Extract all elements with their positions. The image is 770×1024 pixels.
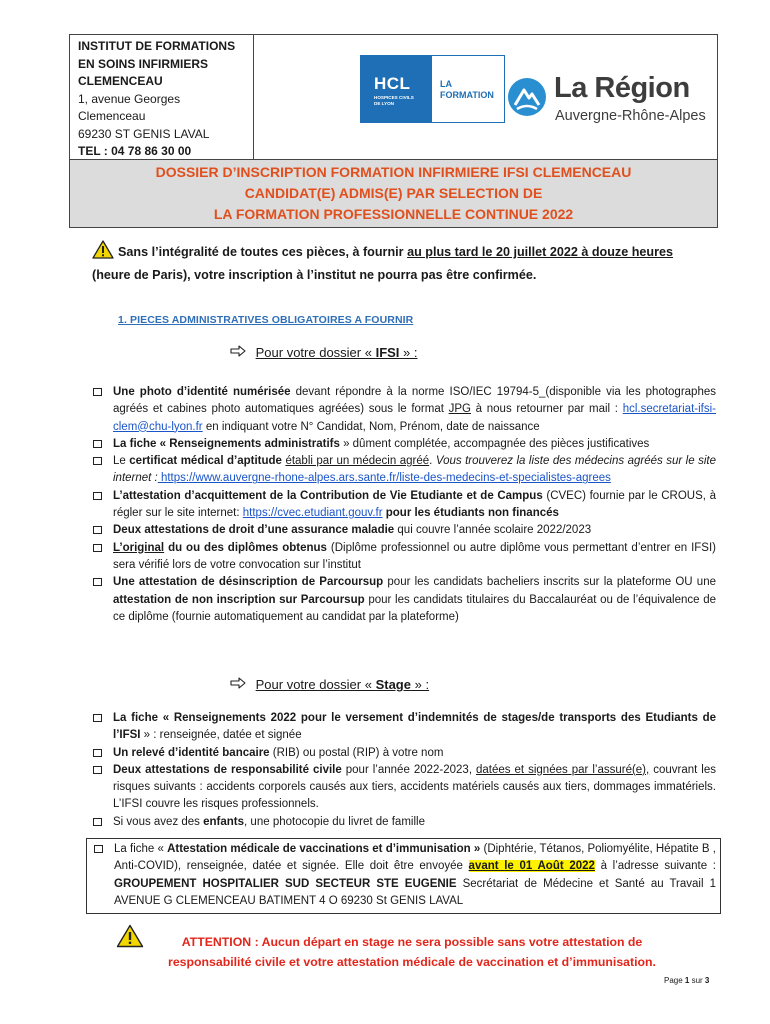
- item-bold: certificat médical d’aptitude: [129, 455, 282, 468]
- list-item: [92, 540, 716, 575]
- item-span: (Diplôme professionnel ou autre diplôme vous permettant d’entrer en IFSI) sera vérifié lors de votre convocation sur l’institut: [113, 541, 717, 571]
- list-item: [92, 488, 716, 523]
- item-bold-underlined: L’original: [113, 541, 165, 554]
- checkbox[interactable]: [93, 749, 102, 757]
- item-bold: Deux attestations de droit d’une assurance maladie: [113, 524, 395, 537]
- logos-area: [254, 35, 717, 159]
- hcl-logo: [360, 55, 431, 123]
- list-item: [92, 574, 716, 626]
- item-span: » dûment complétée, accompagnée des pièces justificatives: [339, 437, 650, 450]
- region-logo: [508, 70, 726, 130]
- item-span: .: [429, 455, 436, 468]
- checkbox[interactable]: [93, 818, 102, 826]
- item-bold: enfants: [203, 815, 245, 828]
- highlighted-deadline: avant le 01 Août 2022: [468, 860, 595, 873]
- item-span: La fiche «: [114, 843, 168, 855]
- heading-prefix: Pour votre dossier «: [255, 677, 376, 692]
- header-table: [69, 34, 718, 228]
- page-mid: sur: [689, 976, 705, 985]
- region-emblem-icon: [508, 78, 546, 116]
- warning-icon: [92, 240, 114, 265]
- institute-name-line: EN SOINS INFIRMIERS: [78, 56, 209, 71]
- item-text: [113, 453, 716, 488]
- arrow-right-icon: [230, 345, 250, 360]
- list-item: [92, 710, 716, 745]
- checkbox[interactable]: [93, 440, 102, 448]
- page-total: 3: [704, 976, 710, 985]
- item-text: [113, 745, 716, 762]
- hcl-logo-text: HCL: [374, 74, 411, 93]
- arrow-right-icon: [230, 677, 250, 692]
- warning-text: Sans l’intégralité de toutes ces pièces, à fournir: [118, 245, 408, 259]
- hcl-sub-line: DE LYON: [374, 100, 394, 106]
- title-line: DOSSIER D’INSCRIPTION FORMATION INFIRMIERE IFSI CLEMENCEAU: [155, 164, 632, 180]
- list-item: [92, 762, 716, 814]
- item-span: couvrant les risques suivants : accidents corporels causés aux tiers, accidents matériels causés aux tiers, dommages immatériels. L’IFSI couvre les risques professionnels.: [113, 763, 716, 811]
- item-text: [113, 574, 716, 626]
- heading-bold: IFSI: [375, 345, 400, 360]
- hcl-sub-line: HOSPICES CIVILS: [374, 95, 414, 100]
- list-item: [92, 745, 716, 762]
- heading-suffix: » :: [410, 677, 430, 692]
- heading-bold: Stage: [375, 677, 411, 692]
- attention-notice: [92, 932, 732, 972]
- item-bold: attestation de non inscription sur Parcoursup: [113, 593, 365, 606]
- ifsi-heading-text: [256, 345, 418, 360]
- vaccination-box: [86, 838, 721, 914]
- item-text: [113, 710, 716, 745]
- heading-prefix: Pour votre dossier «: [255, 345, 376, 360]
- item-bold: L’attestation d’acquittement de la Contribution de Vie Etudiante et de Campus: [113, 489, 543, 502]
- title-line: CANDIDAT(E) ADMIS(E) PAR SELECTION DE: [244, 185, 543, 201]
- formation-line: FORMATION: [440, 90, 494, 100]
- item-bold: Deux attestations de responsabilité civile: [113, 763, 342, 776]
- item-text: [113, 384, 716, 436]
- item-span: Si vous avez des: [113, 815, 204, 828]
- item-bold: Une attestation de désinscription de Parcoursup: [113, 576, 384, 589]
- stage-heading-text: [256, 677, 429, 692]
- item-bold: La fiche « Renseignements administratifs: [113, 437, 340, 450]
- ifsi-checklist: [92, 384, 716, 626]
- attention-line: ATTENTION : Aucun départ en stage ne sera possible sans votre attestation de: [181, 935, 643, 949]
- institute-name-line: INSTITUT DE FORMATIONS: [78, 39, 236, 53]
- address-line: 1, avenue Georges: [78, 91, 181, 106]
- page-current: 1: [684, 976, 690, 985]
- checkbox[interactable]: [93, 457, 102, 465]
- item-bold: Un relevé d’identité bancaire: [113, 746, 270, 759]
- formation-line: LA: [440, 79, 452, 89]
- address-line: 69230 ST GENIS LAVAL: [78, 126, 210, 141]
- item-bold: La fiche « Renseignements 2022 pour le versement d’indemnités de stages/de transports des Etudiants de l’IFSI: [113, 712, 716, 742]
- checkbox[interactable]: [93, 714, 102, 722]
- warning-deadline: au plus tard le 20 juillet 2022 à douze heures: [407, 245, 674, 259]
- item-span: qui couvre l’année scolaire 2022/2023: [394, 524, 592, 537]
- page-number: [664, 976, 709, 985]
- checkbox[interactable]: [93, 766, 102, 774]
- section-title: 1. PIECES ADMINISTRATIVES OBLIGATOIRES A FOURNIR: [118, 314, 414, 326]
- checkbox[interactable]: [94, 845, 103, 853]
- item-span: (CVEC) fournie par le CROUS, à régler sur le site internet:: [113, 489, 717, 520]
- item-span: en indiquant votre N° Candidat, Nom, Prénom, date de naissance: [202, 420, 540, 433]
- institute-address: [70, 35, 254, 159]
- stage-heading: [230, 677, 429, 692]
- header-top-row: [70, 35, 717, 160]
- item-underlined: datées et signées par l’assuré(e),: [476, 763, 650, 776]
- email-link[interactable]: hcl.secretariat-ifsi-clem@chu-lyon.fr: [113, 403, 716, 433]
- item-italic: Vous trouverez la liste des médecins agréés sur le site internet :: [113, 455, 716, 485]
- checkbox[interactable]: [93, 544, 102, 552]
- item-text: [113, 540, 716, 575]
- warning-text-2: (heure de Paris), votre inscription à l’institut ne pourra pas être confirmée.: [92, 268, 537, 282]
- item-span: devant répondre à la norme ISO/IEC 19794-5_(disponible via les photographes agréés et cabines photo automatiques agréées) sous le format: [113, 386, 716, 416]
- list-item: [92, 384, 716, 436]
- item-text: [113, 762, 716, 814]
- region-subtitle: Auvergne-Rhône-Alpes: [555, 108, 706, 124]
- item-bold: Une photo d’identité numérisée: [113, 386, 291, 398]
- item-span: , une photocopie du livret de famille: [244, 815, 425, 828]
- checkbox[interactable]: [93, 526, 102, 534]
- address-line: Clemenceau: [78, 109, 146, 123]
- item-text: [113, 522, 716, 539]
- item-bold: du ou des diplômes obtenus: [164, 541, 327, 554]
- document-title: [70, 160, 717, 227]
- list-item: [92, 814, 716, 831]
- item-span: pour l’année 2022-2023,: [341, 763, 477, 776]
- checkbox[interactable]: [93, 492, 102, 500]
- item-text: [113, 436, 716, 453]
- title-line: LA FORMATION PROFESSIONNELLE CONTINUE 2022: [213, 206, 574, 222]
- warning-icon: [116, 924, 144, 954]
- item-text: [114, 841, 716, 910]
- item-span: pour les candidats titulaires du Baccalauréat ou de l’équivalence de ce diplôme (fournie automatiquement au candidat par la plateforme): [113, 593, 717, 623]
- item-span: (Diphtérie, Tétanos, Poliomyélite, Hépatite B , Anti-COVID), renseignée, datée et signée. Elle doit être envoyée: [114, 843, 716, 873]
- ars-link[interactable]: https://www.auvergne-rhone-alpes.ars.sante.fr/liste-des-medecins-et-specialistes-agrees: [157, 472, 611, 485]
- item-bold: GROUPEMENT HOSPITALIER SUD SECTEUR STE EUGENIE: [114, 877, 457, 890]
- hcl-logo-subtext: [374, 95, 414, 106]
- item-bold: Attestation médicale de vaccinations et d’immunisation »: [167, 843, 481, 855]
- list-item: [92, 436, 716, 453]
- item-span: à l’adresse suivante :: [594, 860, 716, 873]
- checkbox[interactable]: [93, 578, 102, 586]
- item-text: [113, 814, 716, 831]
- item-span: Secrétariat de Médecine et Santé au Travail 1 AVENUE G CLEMENCEAU BATIMENT 4 O 69230 St GENIS LAVAL: [114, 877, 716, 907]
- item-bold: pour les étudiants non financés: [382, 507, 559, 520]
- region-title: La Région: [554, 72, 690, 104]
- cvec-link[interactable]: https://cvec.etudiant.gouv.fr: [242, 507, 383, 520]
- stage-checklist: [92, 710, 716, 831]
- institute-name-line: CLEMENCEAU: [78, 74, 163, 88]
- item-span: à nous retourner par mail :: [470, 403, 623, 416]
- item-underlined: JPG: [448, 403, 471, 416]
- ifsi-heading: [230, 345, 418, 360]
- item-text: [113, 488, 716, 523]
- item-span: Le: [113, 455, 130, 468]
- item-span: (RIB) ou postal (RIP) à votre nom: [269, 746, 444, 759]
- item-underlined: établi par un médecin agréé: [285, 455, 430, 468]
- item-span: pour les candidats bacheliers inscrits sur la plateforme OU une: [383, 576, 716, 589]
- heading-suffix: » :: [399, 345, 418, 360]
- attention-line: responsabilité civile et votre attestation médicale de vaccination et d’immunisation.: [168, 955, 656, 969]
- phone-number: TEL : 04 78 86 30 00: [78, 144, 192, 158]
- deadline-warning: [92, 240, 732, 285]
- list-item: [92, 453, 716, 488]
- item-span: » : renseignée, datée et signée: [140, 729, 302, 742]
- la-formation-logo: [431, 55, 505, 123]
- checkbox[interactable]: [93, 388, 102, 396]
- list-item: [93, 841, 716, 910]
- list-item: [92, 522, 716, 539]
- page-prefix: Page: [664, 976, 685, 985]
